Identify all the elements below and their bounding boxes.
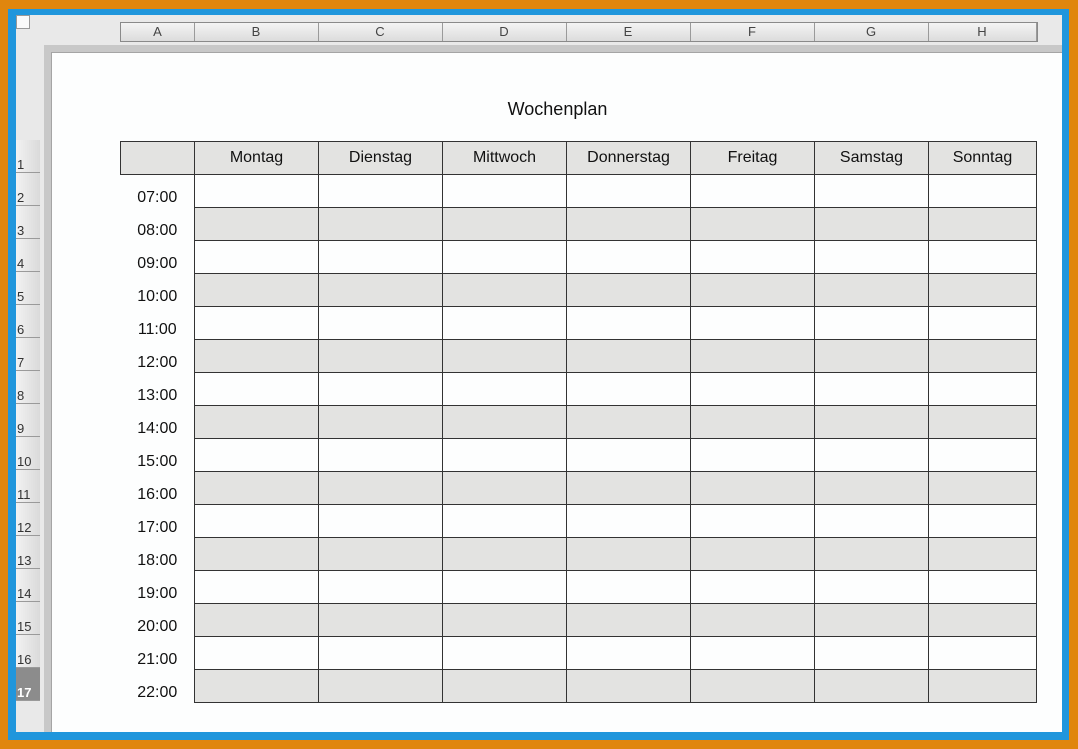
row-header-13[interactable]: 13 (16, 536, 40, 569)
schedule-cell[interactable] (929, 439, 1037, 472)
schedule-cell[interactable] (195, 340, 319, 373)
schedule-cell[interactable] (195, 274, 319, 307)
schedule-cell[interactable] (319, 604, 443, 637)
row-header-9[interactable]: 9 (16, 404, 40, 437)
schedule-cell[interactable] (691, 307, 815, 340)
select-all-corner[interactable] (16, 15, 30, 29)
table-row (121, 175, 1037, 208)
schedule-cell[interactable] (195, 571, 319, 604)
time-cell[interactable]: 12:00 (121, 340, 195, 373)
schedule-table (120, 141, 1037, 703)
table-row (121, 637, 1037, 670)
schedule-cell[interactable] (691, 340, 815, 373)
row-header-8[interactable]: 8 (16, 371, 40, 404)
column-header-g[interactable]: G (814, 23, 929, 41)
schedule-cell[interactable] (929, 472, 1037, 505)
row-header-3[interactable]: 3 (16, 206, 40, 239)
time-cell[interactable]: 11:00 (121, 307, 195, 340)
schedule-cell[interactable] (195, 538, 319, 571)
schedule-cell[interactable] (195, 175, 319, 208)
time-cell[interactable]: 09:00 (121, 241, 195, 274)
schedule-cell[interactable] (691, 274, 815, 307)
schedule-cell[interactable] (691, 604, 815, 637)
schedule-cell[interactable] (567, 340, 691, 373)
schedule-cell[interactable] (443, 208, 567, 241)
schedule-cell[interactable] (691, 670, 815, 703)
schedule-cell[interactable] (567, 472, 691, 505)
table-row (121, 439, 1037, 472)
schedule-cell[interactable] (815, 637, 929, 670)
schedule-cell[interactable] (815, 175, 929, 208)
row-header-7[interactable]: 7 (16, 338, 40, 371)
schedule-cell[interactable] (195, 637, 319, 670)
time-cell[interactable]: 22:00 (121, 670, 195, 703)
schedule-cell[interactable] (691, 571, 815, 604)
sheet-page (51, 52, 1062, 732)
page-title: Wochenplan (507, 99, 608, 119)
time-cell[interactable]: 13:00 (121, 373, 195, 406)
schedule-cell[interactable] (691, 505, 815, 538)
table-row (121, 241, 1037, 274)
schedule-cell[interactable] (319, 637, 443, 670)
schedule-cell[interactable] (443, 241, 567, 274)
column-header-d[interactable]: D (442, 23, 567, 41)
schedule-cell[interactable] (929, 538, 1037, 571)
column-header-h[interactable]: H (928, 23, 1037, 41)
schedule-cell[interactable] (815, 604, 929, 637)
schedule-cell[interactable] (319, 472, 443, 505)
schedule-cell[interactable] (319, 208, 443, 241)
schedule-cell[interactable] (319, 307, 443, 340)
schedule-cell[interactable] (929, 208, 1037, 241)
schedule-cell[interactable] (691, 472, 815, 505)
time-cell[interactable]: 18:00 (121, 538, 195, 571)
schedule-cell[interactable] (815, 406, 929, 439)
schedule-cell[interactable] (567, 373, 691, 406)
schedule-cell[interactable] (691, 538, 815, 571)
schedule-cell[interactable] (443, 274, 567, 307)
schedule-cell[interactable] (195, 670, 319, 703)
schedule-cell[interactable] (319, 670, 443, 703)
schedule-cell[interactable] (815, 670, 929, 703)
schedule-cell[interactable] (195, 505, 319, 538)
table-row (121, 571, 1037, 604)
schedule-cell[interactable] (929, 637, 1037, 670)
schedule-cell[interactable] (929, 241, 1037, 274)
day-header-mittwoch[interactable]: Mittwoch (443, 142, 567, 175)
schedule-cell[interactable] (567, 208, 691, 241)
schedule-cell[interactable] (443, 439, 567, 472)
time-cell[interactable]: 16:00 (121, 472, 195, 505)
table-row (121, 505, 1037, 538)
schedule-cell[interactable] (195, 241, 319, 274)
schedule-cell[interactable] (815, 340, 929, 373)
schedule-cell[interactable] (567, 241, 691, 274)
schedule-cell[interactable] (691, 373, 815, 406)
schedule-cell[interactable] (815, 472, 929, 505)
table-row (121, 373, 1037, 406)
schedule-cell[interactable] (929, 274, 1037, 307)
schedule-cell[interactable] (319, 571, 443, 604)
schedule-cell[interactable] (443, 604, 567, 637)
schedule-cell[interactable] (815, 505, 929, 538)
time-cell[interactable]: 07:00 (121, 175, 195, 208)
schedule-cell[interactable] (195, 307, 319, 340)
spreadsheet-window (16, 15, 1062, 732)
day-header-freitag[interactable]: Freitag (691, 142, 815, 175)
day-header-sonntag[interactable]: Sonntag (929, 142, 1037, 175)
schedule-cell[interactable] (815, 307, 929, 340)
table-row (121, 307, 1037, 340)
schedule-cell[interactable] (691, 406, 815, 439)
schedule-cell[interactable] (567, 406, 691, 439)
schedule-cell[interactable] (195, 604, 319, 637)
schedule-cell[interactable] (929, 340, 1037, 373)
table-row (121, 340, 1037, 373)
schedule-cell[interactable] (195, 208, 319, 241)
corner-cell[interactable] (121, 142, 195, 175)
schedule-cell[interactable] (567, 670, 691, 703)
schedule-cell[interactable] (319, 406, 443, 439)
row-header-5[interactable]: 5 (16, 272, 40, 305)
day-header-montag[interactable]: Montag (195, 142, 319, 175)
schedule-cell[interactable] (567, 274, 691, 307)
schedule-cell[interactable] (691, 637, 815, 670)
row-header-4[interactable]: 4 (16, 239, 40, 272)
column-header-e[interactable]: E (566, 23, 691, 41)
schedule-cell[interactable] (443, 637, 567, 670)
row-header-14[interactable]: 14 (16, 569, 40, 602)
table-row (121, 670, 1037, 703)
schedule-cell[interactable] (815, 373, 929, 406)
schedule-cell[interactable] (815, 241, 929, 274)
schedule-cell[interactable] (567, 604, 691, 637)
schedule-cell[interactable] (443, 340, 567, 373)
schedule-cell[interactable] (319, 538, 443, 571)
schedule-cell[interactable] (691, 208, 815, 241)
schedule-cell[interactable] (929, 373, 1037, 406)
time-cell[interactable]: 21:00 (121, 637, 195, 670)
header-row (121, 142, 1037, 175)
schedule-cell[interactable] (815, 274, 929, 307)
schedule-cell[interactable] (929, 505, 1037, 538)
row-header-16[interactable]: 16 (16, 635, 40, 668)
time-cell[interactable]: 08:00 (121, 208, 195, 241)
time-cell[interactable]: 20:00 (121, 604, 195, 637)
table-row (121, 274, 1037, 307)
schedule-cell[interactable] (567, 571, 691, 604)
column-header-b[interactable]: B (194, 23, 319, 41)
schedule-cell[interactable] (567, 538, 691, 571)
schedule-cell[interactable] (195, 439, 319, 472)
row-header-6[interactable]: 6 (16, 305, 40, 338)
schedule-cell[interactable] (195, 406, 319, 439)
schedule-cell[interactable] (443, 307, 567, 340)
schedule-cell[interactable] (319, 340, 443, 373)
schedule-cell[interactable] (567, 637, 691, 670)
table-row (121, 538, 1037, 571)
schedule-cell[interactable] (929, 406, 1037, 439)
schedule-cell[interactable] (443, 472, 567, 505)
schedule-cell[interactable] (691, 439, 815, 472)
schedule-cell[interactable] (195, 472, 319, 505)
schedule-cell[interactable] (567, 175, 691, 208)
row-header-12[interactable]: 12 (16, 503, 40, 536)
schedule-cell[interactable] (195, 373, 319, 406)
column-header-bar (120, 22, 1038, 42)
time-cell[interactable]: 19:00 (121, 571, 195, 604)
schedule-cell[interactable] (443, 373, 567, 406)
row-header-17[interactable]: 17 (16, 668, 40, 701)
column-header-f[interactable]: F (690, 23, 815, 41)
schedule-cell[interactable] (443, 538, 567, 571)
row-header-11[interactable]: 11 (16, 470, 40, 503)
schedule-cell[interactable] (443, 505, 567, 538)
column-header-a[interactable]: A (121, 23, 195, 41)
day-header-samstag[interactable]: Samstag (815, 142, 929, 175)
schedule-cell[interactable] (815, 538, 929, 571)
schedule-cell[interactable] (319, 505, 443, 538)
table-row (121, 208, 1037, 241)
schedule-cell[interactable] (929, 571, 1037, 604)
row-header-2[interactable]: 2 (16, 173, 40, 206)
row-header-15[interactable]: 15 (16, 602, 40, 635)
schedule-cell[interactable] (319, 373, 443, 406)
row-header-10[interactable]: 10 (16, 437, 40, 470)
schedule-cell[interactable] (691, 175, 815, 208)
schedule-cell[interactable] (443, 670, 567, 703)
day-header-dienstag[interactable]: Dienstag (319, 142, 443, 175)
day-header-donnerstag[interactable]: Donnerstag (567, 142, 691, 175)
time-cell[interactable]: 10:00 (121, 274, 195, 307)
schedule-cell[interactable] (319, 241, 443, 274)
schedule-cell[interactable] (929, 175, 1037, 208)
schedule-cell[interactable] (443, 571, 567, 604)
time-cell[interactable]: 14:00 (121, 406, 195, 439)
schedule-cell[interactable] (929, 670, 1037, 703)
table-row (121, 604, 1037, 637)
schedule-cell[interactable] (567, 307, 691, 340)
time-cell[interactable]: 15:00 (121, 439, 195, 472)
schedule-cell[interactable] (319, 175, 443, 208)
schedule-cell[interactable] (319, 439, 443, 472)
schedule-cell[interactable] (691, 241, 815, 274)
row-header-1[interactable]: 1 (16, 140, 40, 173)
schedule-cell[interactable] (815, 571, 929, 604)
schedule-cell[interactable] (567, 505, 691, 538)
schedule-cell[interactable] (443, 406, 567, 439)
table-row (121, 472, 1037, 505)
schedule-cell[interactable] (567, 439, 691, 472)
column-header-c[interactable]: C (318, 23, 443, 41)
schedule-cell[interactable] (815, 439, 929, 472)
schedule-cell[interactable] (929, 307, 1037, 340)
table-row (121, 406, 1037, 439)
schedule-cell[interactable] (443, 175, 567, 208)
schedule-cell[interactable] (815, 208, 929, 241)
schedule-cell[interactable] (319, 274, 443, 307)
schedule-cell[interactable] (929, 604, 1037, 637)
row-header-strip (16, 140, 40, 706)
time-cell[interactable]: 17:00 (121, 505, 195, 538)
